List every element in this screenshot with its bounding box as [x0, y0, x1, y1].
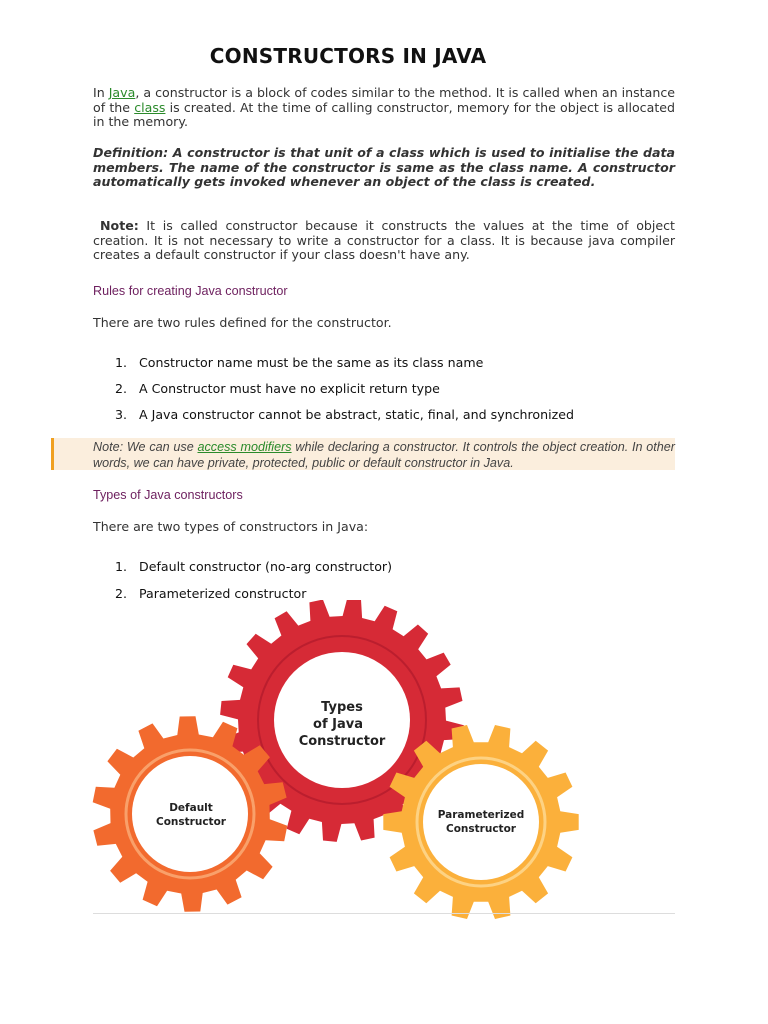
list-number: 2.: [115, 381, 128, 396]
callout-text: [93, 439, 675, 471]
intro-suffix: is created. At the time of calling constructor, memory for the object is allocated in the memory.: [93, 99, 675, 130]
constructor-types-diagram: [0, 600, 768, 920]
note-label: Note:: [100, 218, 139, 233]
intro-prefix: In: [93, 85, 109, 100]
class-link[interactable]: class: [134, 99, 166, 115]
rules-heading: Rules for creating Java constructor: [93, 284, 288, 298]
list-number: 1.: [115, 355, 128, 370]
left-gear-label-1: Default: [169, 802, 213, 814]
types-heading: Types of Java constructors: [93, 488, 243, 502]
note-text: It is called constructor because it constructs the values at the time of object creation. It is not necessary to write a constructor for a class. It is because java compiler creates a default constructor if your class doesn't have any.: [93, 218, 675, 263]
left-gear-hub: [132, 756, 248, 872]
list-text: A Java constructor cannot be abstract, static, final, and synchronized: [139, 407, 574, 422]
callout-accent-bar: [51, 438, 54, 470]
note-paragraph: [93, 219, 675, 263]
list-number: 1.: [115, 559, 128, 574]
list-item: [115, 381, 574, 407]
list-text: Constructor name must be the same as its class name: [139, 355, 484, 370]
page-title: CONSTRUCTORS IN JAVA: [209, 44, 487, 68]
left-gear-label-2: Constructor: [156, 816, 226, 828]
section-divider: [93, 913, 675, 914]
list-item: [115, 407, 574, 433]
list-item: [115, 559, 392, 586]
note-callout: [51, 438, 675, 470]
callout-prefix: Note: We can use: [93, 440, 198, 454]
list-text: Default constructor (no-arg constructor): [139, 559, 393, 574]
types-intro: There are two types of constructors in Java:: [93, 519, 369, 534]
list-number: 3.: [115, 407, 128, 422]
list-text: A Constructor must have no explicit return type: [139, 381, 440, 396]
list-text: Parameterized constructor: [139, 586, 307, 601]
callout-suffix: while declaring a constructor. It controls the object creation. In other words, we can have private, protected, public or default constructor in Java.: [93, 440, 676, 470]
list-item: [115, 355, 574, 381]
intro-middle: , a constructor is a block of codes similar to the method. It is called when an instance of the: [93, 85, 675, 115]
center-gear-label-2: of Java: [313, 717, 363, 732]
right-gear-hub: [423, 764, 539, 880]
list-number: 2.: [115, 586, 128, 601]
right-gear-label-2: Constructor: [446, 823, 516, 835]
definition-paragraph: Definition: A constructor is that unit of a class which is used to initialise the data members. The name of the constructor is same as the class name. A constructor automatically gets invoked whenever an object of the class is created.: [93, 145, 675, 190]
java-link[interactable]: Java: [108, 85, 136, 100]
center-gear-label-3: Constructor: [298, 734, 386, 749]
center-gear-label-1: Types: [321, 700, 363, 715]
intro-paragraph: [93, 86, 675, 130]
rules-list: [115, 355, 574, 433]
access-modifiers-link[interactable]: access modifiers: [197, 440, 292, 454]
right-gear-label-1: Parameterized: [437, 809, 525, 821]
rules-intro: There are two rules defined for the constructor.: [93, 315, 392, 330]
